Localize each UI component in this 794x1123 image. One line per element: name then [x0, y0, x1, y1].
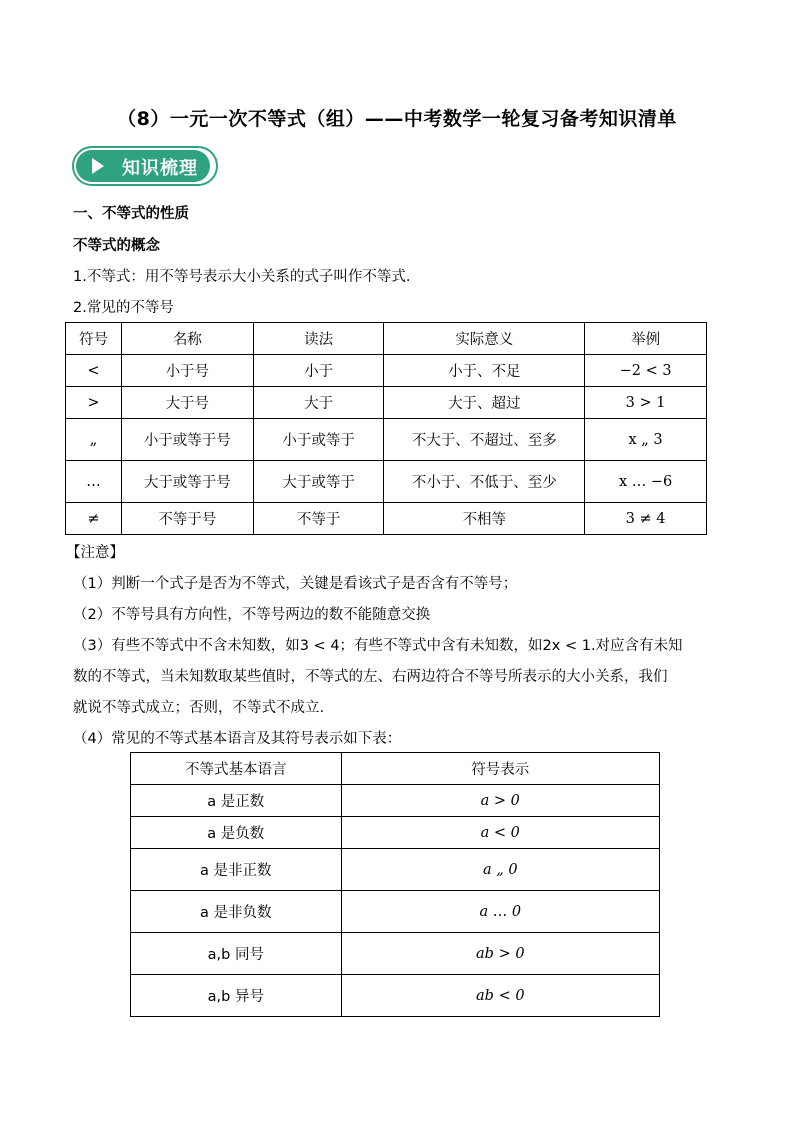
table-row	[66, 503, 707, 535]
table-cell: 小于或等于	[253, 419, 384, 461]
list-heading: 2.常见的不等号	[73, 300, 174, 316]
table-cell: 不大于、不超过、至多	[384, 419, 585, 461]
table-cell: a < 0	[341, 817, 659, 849]
table-header-cell: 读法	[253, 323, 384, 355]
table-cell: 3 ≠ 4	[585, 503, 707, 535]
table-header-cell: 符号	[66, 323, 122, 355]
badge-label: 知识梳理	[122, 158, 198, 179]
note-line: （4）常见的不等式基本语言及其符号表示如下表：	[73, 731, 402, 747]
table-header-row	[66, 323, 707, 355]
subheading: 不等式的概念	[73, 238, 160, 254]
table-cell: 小于或等于号	[121, 419, 253, 461]
note-line: 就说不等式成立；否则，不等式不成立.	[73, 700, 325, 716]
table-cell: 不等于号	[121, 503, 253, 535]
table-header-cell: 名称	[121, 323, 253, 355]
table-header-cell: 符号表示	[341, 753, 659, 785]
table-cell: 不等于	[253, 503, 384, 535]
table-cell: 小于	[253, 355, 384, 387]
definition-line: 1.不等式：用不等号表示大小关系的式子叫作不等式.	[73, 269, 411, 285]
table-row	[131, 817, 660, 849]
table-cell: a 是正数	[131, 785, 342, 817]
table-cell: ab > 0	[341, 933, 659, 975]
table-cell: a,b 同号	[131, 933, 342, 975]
table-row	[131, 891, 660, 933]
table-cell: 3 > 1	[585, 387, 707, 419]
note-line: （1）判断一个式子是否为不等式，关键是看该式子是否含有不等号；	[73, 576, 518, 592]
table-cell: x „ 3	[585, 419, 707, 461]
note-line: （3）有些不等式中不含未知数，如3 < 4；有些不等式中含有未知数，如2x < 1.对应含有未知	[73, 638, 683, 654]
note-heading: 【注意】	[66, 545, 124, 561]
inequality-language-table	[130, 752, 660, 1017]
table-header-row	[131, 753, 660, 785]
table-cell: a „ 0	[341, 849, 659, 891]
section-badge	[72, 146, 218, 186]
play-icon	[92, 158, 104, 174]
inequality-symbols-table	[65, 322, 707, 535]
table-cell: a 是负数	[131, 817, 342, 849]
table-header-cell: 举例	[585, 323, 707, 355]
table-cell: a 是非负数	[131, 891, 342, 933]
table-cell: ab < 0	[341, 975, 659, 1017]
table-row	[131, 785, 660, 817]
table-header-cell: 实际意义	[384, 323, 585, 355]
table-cell: 大于	[253, 387, 384, 419]
table-cell: >	[66, 387, 122, 419]
table-row	[131, 933, 660, 975]
table-cell: 大于、超过	[384, 387, 585, 419]
table-cell: a 是非正数	[131, 849, 342, 891]
table-cell: 不小于、不低于、至少	[384, 461, 585, 503]
section-heading: 一、不等式的性质	[73, 206, 189, 222]
table-row	[131, 975, 660, 1017]
table-header-cell: 不等式基本语言	[131, 753, 342, 785]
note-line: 数的不等式，当未知数取某些值时，不等式的左、右两边符合不等号所表示的大小关系，我们	[73, 669, 668, 685]
table-cell: 大于号	[121, 387, 253, 419]
table-cell: 小于、不足	[384, 355, 585, 387]
table-row	[131, 849, 660, 891]
table-cell: a … 0	[341, 891, 659, 933]
table-row	[66, 355, 707, 387]
table-cell: a > 0	[341, 785, 659, 817]
table-row	[66, 461, 707, 503]
table-cell: <	[66, 355, 122, 387]
page-title: （8）一元一次不等式（组）——中考数学一轮复习备考知识清单	[117, 108, 677, 130]
table-cell: ≠	[66, 503, 122, 535]
note-line: （2）不等号具有方向性，不等号两边的数不能随意交换	[73, 607, 431, 623]
table-cell: 小于号	[121, 355, 253, 387]
table-row	[66, 419, 707, 461]
table-row	[66, 387, 707, 419]
table-cell: …	[66, 461, 122, 503]
table-cell: „	[66, 419, 122, 461]
table-cell: 不相等	[384, 503, 585, 535]
table-cell: 大于或等于号	[121, 461, 253, 503]
table-cell: x … −6	[585, 461, 707, 503]
table-cell: −2 < 3	[585, 355, 707, 387]
table-cell: 大于或等于	[253, 461, 384, 503]
table-cell: a,b 异号	[131, 975, 342, 1017]
